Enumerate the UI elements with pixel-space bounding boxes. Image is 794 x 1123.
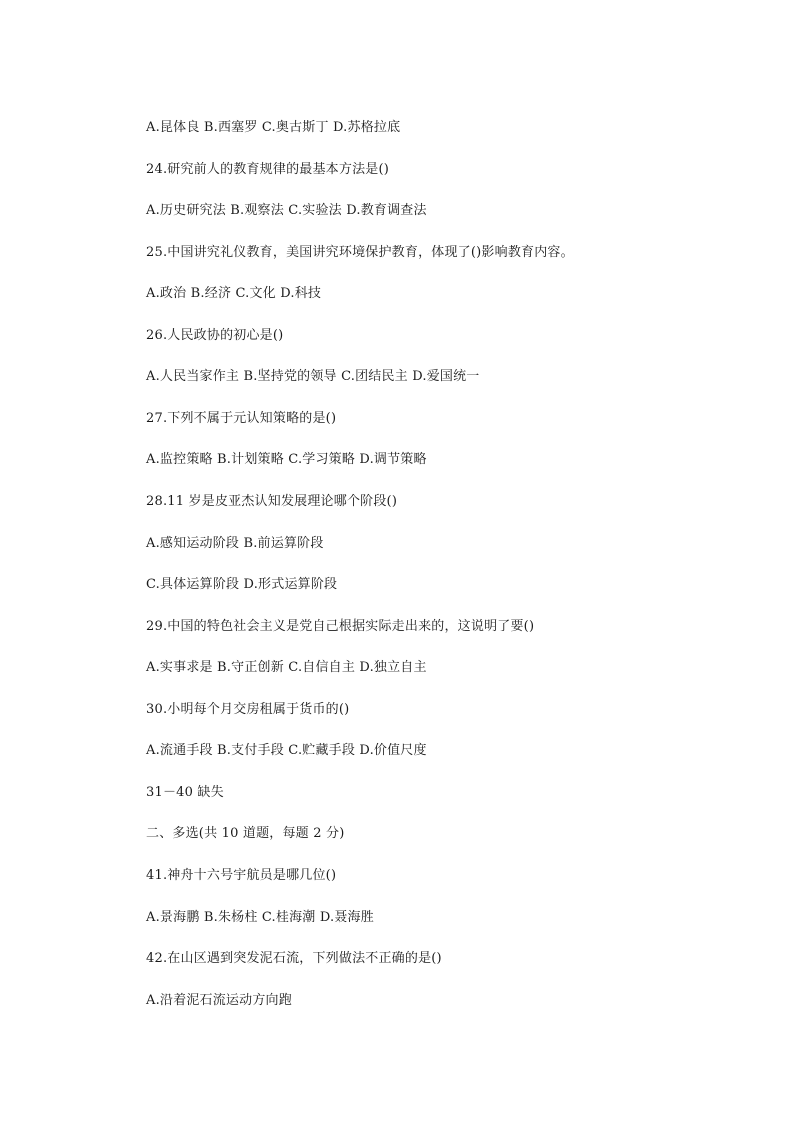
question-42: 42.在山区遇到突发泥石流，下列做法不正确的是()	[146, 951, 442, 966]
question-29: 29.中国的特色社会主义是党自己根据实际走出来的，这说明了要()	[146, 619, 535, 634]
question-27: 27.下列不属于元认知策略的是()	[146, 411, 337, 426]
answer-options-25: A.政治 B.经济 C.文化 D.科技	[146, 286, 322, 301]
question-25: 25.中国讲究礼仪教育，美国讲究环境保护教育，体现了()影响教育内容。	[146, 245, 574, 260]
answer-options-30: A.流通手段 B.支付手段 C.贮藏手段 D.价值尺度	[146, 743, 427, 758]
section-heading-multiple-choice: 二、多选(共 10 道题，每题 2 分)	[146, 826, 345, 841]
answer-options-27: A.监控策略 B.计划策略 C.学习策略 D.调节策略	[146, 452, 427, 467]
answer-options-24: A.历史研究法 B.观察法 C.实验法 D.教育调查法	[146, 203, 427, 218]
answer-option-42-a: A.沿着泥石流运动方向跑	[146, 993, 292, 1008]
answer-options-26: A.人民当家作主 B.坚持党的领导 C.团结民主 D.爱国统一	[146, 369, 480, 384]
answer-options-41: A.景海鹏 B.朱杨柱 C.桂海潮 D.聂海胜	[146, 910, 374, 925]
missing-questions-note: 31－40 缺失	[146, 785, 224, 800]
question-41: 41.神舟十六号宇航员是哪几位()	[146, 868, 337, 883]
answer-options-29: A.实事求是 B.守正创新 C.自信自主 D.独立自主	[146, 660, 427, 675]
question-28: 28.11 岁是皮亚杰认知发展理论哪个阶段()	[146, 494, 398, 509]
question-24: 24.研究前人的教育规律的最基本方法是()	[146, 162, 390, 177]
question-26: 26.人民政协的初心是()	[146, 328, 284, 343]
question-30: 30.小明每个月交房租属于货币的()	[146, 702, 350, 717]
answer-options-28-c-d: C.具体运算阶段 D.形式运算阶段	[146, 577, 338, 592]
answer-options-28-a-b: A.感知运动阶段 B.前运算阶段	[146, 536, 324, 551]
answer-options-23: A.昆体良 B.西塞罗 C.奥古斯丁 D.苏格拉底	[146, 120, 401, 135]
